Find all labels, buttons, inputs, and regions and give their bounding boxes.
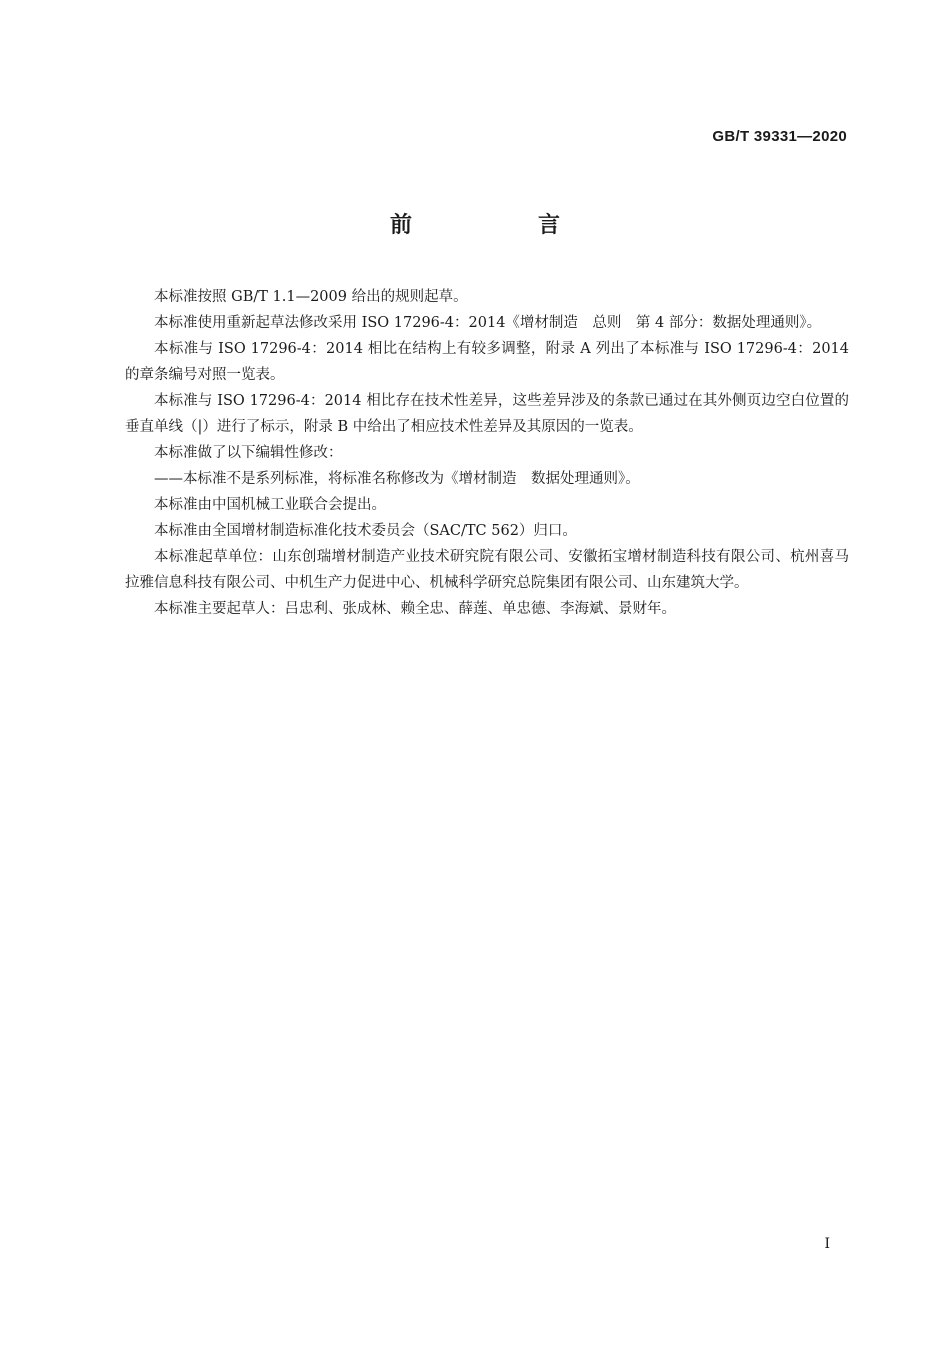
page-number: I — [824, 1236, 830, 1252]
paragraph-proposer: 本标准由中国机械工业联合会提出。 — [154, 497, 386, 513]
paragraph-drafting-units: 本标准起草单位：山东创瑞增材制造产业技术研究院有限公司、安徽拓宝增材制造科技有限公司、杭州喜马拉雅信息科技有限公司、中机生产力促进中心、机械科学研究总院集团有限公司、山东建筑大学。 — [125, 549, 849, 591]
paragraph-administrator: 本标准由全国增材制造标准化技术委员会（SAC/TC 562）归口。 — [154, 523, 577, 539]
paragraph-technical-differences: 本标准与 ISO 17296-4：2014 相比存在技术性差异，这些差异涉及的条款已通过在其外侧页边空白位置的垂直单线（|）进行了标示，附录 B 中给出了相应技术性差异及其原因的一览表。 — [125, 393, 849, 435]
foreword-body — [125, 284, 849, 622]
page-title: 前 言 — [389, 213, 612, 238]
list-item-editorial-change: ——本标准不是系列标准，将标准名称修改为《增材制造 数据处理通则》。 — [154, 471, 640, 487]
paragraph-drafting-rules: 本标准按照 GB/T 1.1—2009 给出的规则起草。 — [154, 289, 468, 305]
paragraph-adoption: 本标准使用重新起草法修改采用 ISO 17296-4：2014《增材制造 总则 第 4 部分：数据处理通则》。 — [154, 315, 822, 331]
paragraph-editorial-changes: 本标准做了以下编辑性修改： — [154, 445, 343, 461]
standard-number: GB/T 39331—2020 — [712, 128, 847, 145]
paragraph-drafters: 本标准主要起草人：吕忠利、张成林、赖全忠、薛莲、单忠德、李海斌、景财年。 — [154, 601, 676, 617]
paragraph-structure-changes: 本标准与 ISO 17296-4：2014 相比在结构上有较多调整，附录 A 列出了本标准与 ISO 17296-4：2014 的章条编号对照一览表。 — [125, 341, 849, 383]
